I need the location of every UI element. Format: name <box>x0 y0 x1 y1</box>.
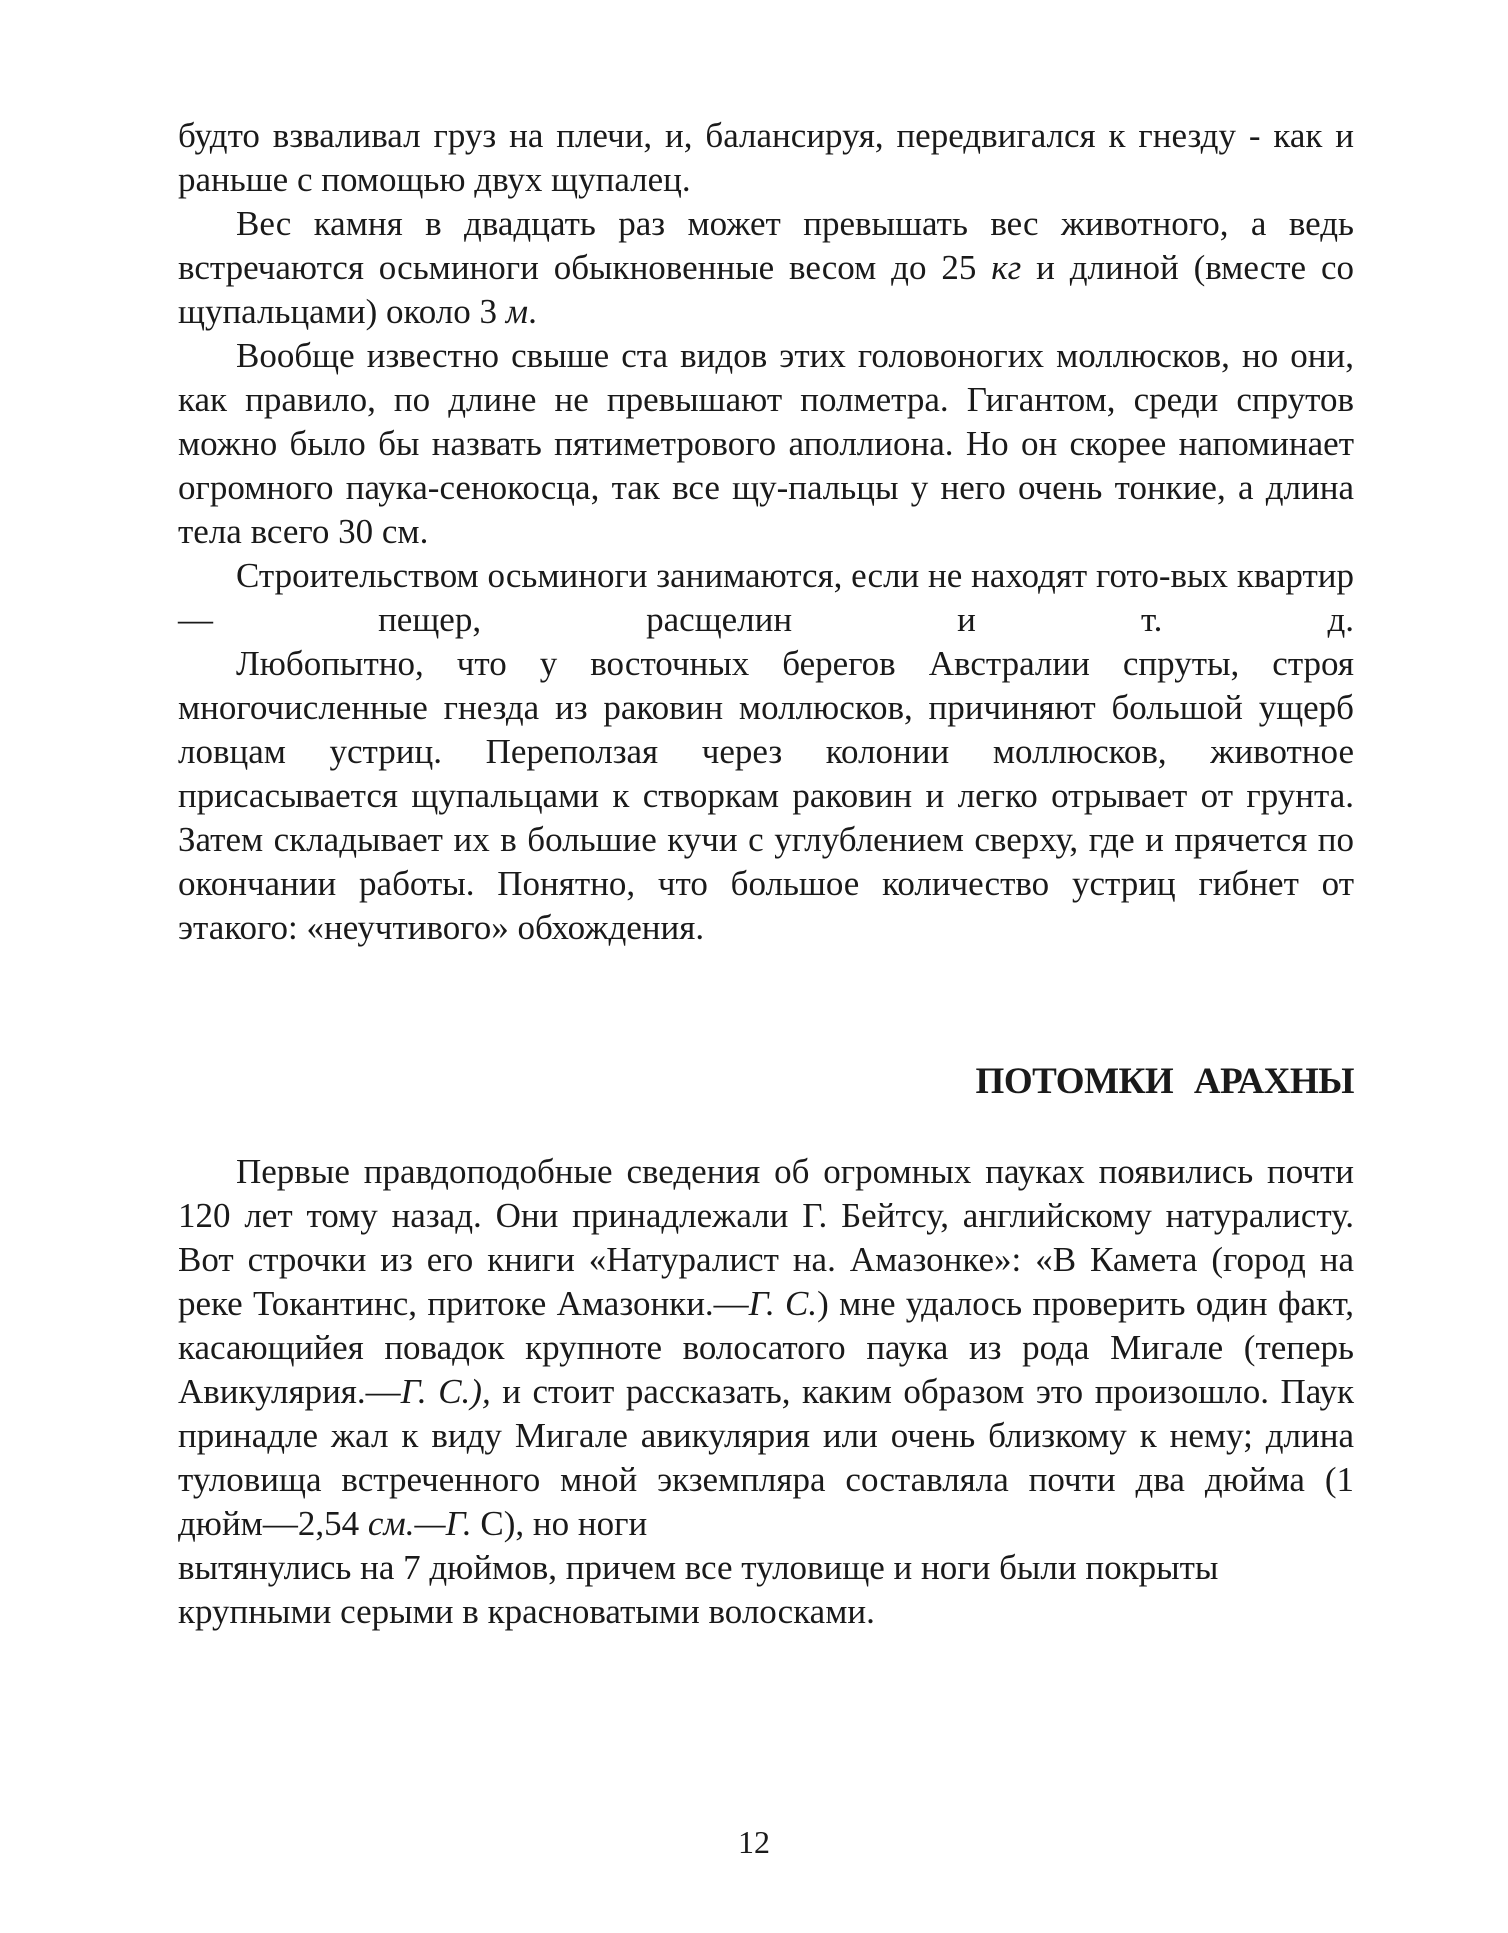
author-initials: Г. С. <box>748 1284 818 1323</box>
paragraph-text: Первые правдоподобные сведения об огромных пауках появились почти 120 лет тому назад. Они принадлежали Г. Бейтсу, английскому натуралисту. Вот строчки из его книги «Натуралист на. Амазонке»: «В Камета (город на реке Токантинс, притоке Амазонки.— <box>178 1152 1354 1323</box>
paragraph-text: и стоит рассказать, каким образом это произошло. Паук принадле жал к виду Мигале авикулярия или очень близкому к нему; длина туловища встреченного мной экземпляра составляла почти два дюйма (1 дюйм—2,54 <box>178 1372 1354 1543</box>
paragraph-line: крупными серыми в красноватыми волосками. <box>178 1592 875 1631</box>
unit-cm: см.—Г. <box>367 1504 472 1543</box>
paragraph-text: . <box>528 292 537 331</box>
section-heading: ПОТОМКИ АРАХНЫ <box>975 1061 1354 1102</box>
paragraph-text: ) мне удалось проверить один факт, касающийея повадок крупноте волосатого паука из рода Мигале (теперь Авикулярия.— <box>178 1284 1354 1411</box>
paragraph-australia: Любопытно, что у восточных берегов Австралии спруты, строя многочисленные гнезда из раковин моллюсков, причиняют большой ущерб ловцам устриц. Переползая через колонии моллюсков, животное присасывается щупальцами к створкам раковин и легко отрывает от грунта. Затем складывает их в большие кучи с углублением сверху, где и прячется по окончании работы. Понятно, что большое количество устриц гибнет от этакого: «неучтивого» обхождения. <box>178 644 1354 947</box>
paragraph-species: Вообще известно свыше ста видов этих головоногих моллюсков, но они, как правило, по длине не превышают полметра. Гигантом, среди спрутов можно было бы назвать пятиметрового аполлиона. Но он скорее напоминает огромного паука-сенокосца, так все щу-пальцы у него очень тонкие, а длина тела всего 30 см. <box>178 336 1354 551</box>
paragraph-continuation: будто взваливал груз на плечи, и, балансируя, передвигался к гнезду - как и раньше с помощью двух щупалец. <box>178 116 1354 199</box>
unit-kg: кг <box>991 248 1022 287</box>
paragraph-text: и длиной (вместе со щупальцами) около 3 <box>178 248 1355 331</box>
paragraph-text: Вес камня в двадцать раз может превышать вес животного, а ведь встречаются осьминоги обыкновенные весом до 25 <box>178 204 1354 287</box>
page-number: 12 <box>738 1824 770 1860</box>
unit-m: м <box>505 292 529 331</box>
author-initials: Г. С.), <box>400 1372 491 1411</box>
section-body <box>178 1150 1354 1634</box>
page-content <box>178 114 1354 1634</box>
paragraph-text: С), но ноги <box>471 1504 648 1543</box>
paragraph-construction: Строительством осьминоги занимаются, если не находят гото-вых квартир— пещер, расщелин и т. д. <box>178 556 1354 639</box>
paragraph-bates <box>178 1150 1354 1634</box>
paragraph-stone-weight <box>178 202 1354 334</box>
paragraph-line: вытянулись на 7 дюймов, причем все туловище и ноги были покрыты <box>178 1548 1219 1587</box>
